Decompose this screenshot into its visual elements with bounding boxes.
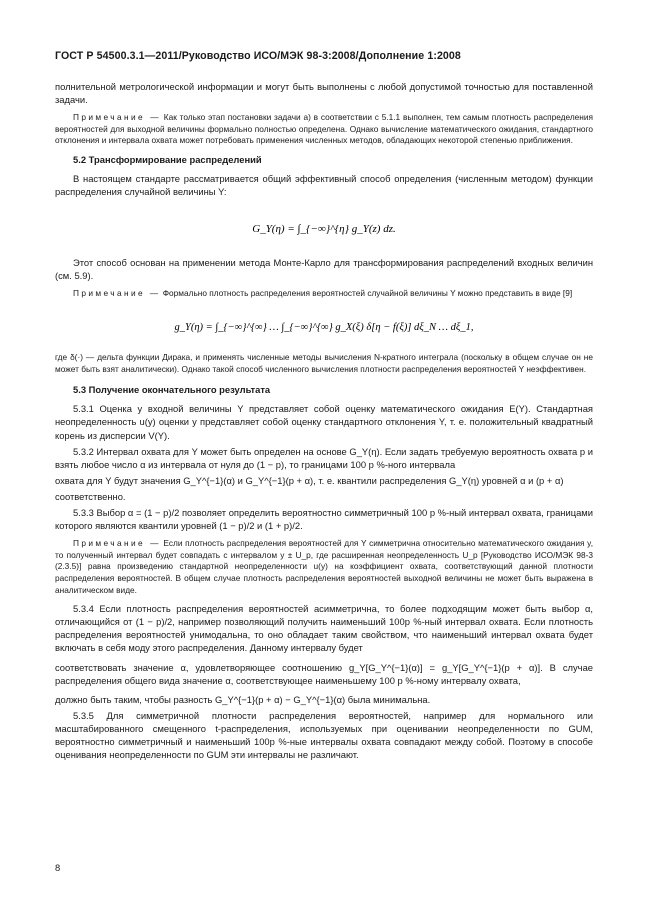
para-5-3-4-c: должно быть таким, чтобы разность G_Y^{−1}(p + α) − G_Y^{−1}(α) была минимальна. bbox=[55, 693, 431, 705]
note-2-continuation: где δ(·) — дельта функции Дирака, и применять численные методы вычисления N-кратного интеграла (поскольку в общем случае он не может быть взят аналитически). Однако такой способ численного вычисления плотности распределения вероятностей Y неэффективен. bbox=[55, 352, 593, 374]
para-5-3-3: 5.3.3 Выбор α = (1 − p)/2 позволяет определить вероятностно симметричный 100 p %-ный интервал охвата, границами которого являются квантили уровней (1 − p)/2 и (1 + p)/2. bbox=[55, 506, 593, 532]
section-5-2-heading: 5.2 Трансформирование распределений bbox=[73, 153, 262, 165]
page-number: 8 bbox=[55, 862, 61, 873]
formula-2-graphic bbox=[55, 306, 593, 346]
note-2 bbox=[55, 288, 593, 300]
para-5-3-2-b: охвата для Y будут значения G_Y^{−1}(α) и G_Y^{−1}(p + α), т. е. квантили распределения G_Y(η) уровней α и (p + α) bbox=[55, 474, 564, 486]
note-2-label: Примечание — bbox=[73, 288, 161, 299]
formula-1-text: G_Y(η) = ∫_{−∞}^{η} g_Y(z) dz. bbox=[252, 223, 396, 236]
page-content bbox=[55, 80, 593, 761]
intro-paragraph: полнительной метрологической информации и могут быть выполнены с любой допустимой точностью для поставленной задачи. bbox=[55, 81, 593, 106]
formula-1-graphic bbox=[55, 204, 593, 250]
para-5-3-2-c: соответственно. bbox=[55, 490, 126, 502]
note-1-label: Примечание — bbox=[73, 112, 161, 123]
para-5-3-1: 5.3.1 Оценка y входной величины Y представляет собой оценку математического ожидания E(Y). Стандартная неопределенность u(y) оценки y представляет собой оценку стандартного отклонения Y, т. е. положительный квадратный корень из дисперсии V(Y). bbox=[55, 403, 593, 441]
note-1-text: Как только этап постановки задачи а) в соответствии с 5.1.1 выполнен, тем самым плотность распределения вероятностей для выходной величины формально полностью определена. Однако вычисление математического ожидания, стандартного отклонения и интервала охвата может потребовать применения численных методов, обладающих некоторой степенью приближения. bbox=[55, 112, 593, 146]
section-5-2-paragraph-2: Этот способ основан на применении метода Монте-Карло для трансформирования распределений входных величин (см. 5.9). bbox=[55, 257, 593, 282]
page-header: ГОСТ Р 54500.3.1—2011/Руководство ИСО/МЭК 98-3:2008/Дополнение 1:2008 bbox=[55, 50, 461, 62]
section-5-3-heading: 5.3 Получение окончательного результата bbox=[73, 384, 271, 396]
para-5-3-5: 5.3.5 Для симметричной плотности распределения вероятностей, например для нормального или масштабированного смещенного t-распределения, используемых при оценивании неопределенности по GUM, вероятностно симметричный и наименьший 100p %-ные интервалы охвата совпадают между собой. Поэтому в способе оценивания неопределенности по GUM эти интервалы не различают. bbox=[55, 709, 593, 761]
note-1 bbox=[55, 112, 593, 147]
formula-2-text: g_Y(η) = ∫_{−∞}^{∞} … ∫_{−∞}^{∞} g_X(ξ) δ[η − f(ξ)] dξ_N … dξ_1, bbox=[174, 322, 474, 334]
note-3-text: Если плотность распределения вероятностей для Y симметрична относительно математического ожидания y, то полученный интервал будет совпадать с интервалом y ± U_p, где расширенная неопределенность U_p [Руководство ИСО/МЭК 98-3 (2.3.5)] равна произведению стандартной неопределенности u(y) на коэффициент охвата, соответствующий данной плотности распределения вероятностей. В общем случае плотность распределения вероятностей выходной величины не может быть выражена в аналитическом виде. bbox=[55, 538, 593, 595]
para-5-3-4-b: соответствовать значение α, удовлетворяющее соотношению g_Y[G_Y^{−1}(α)] = g_Y[G_Y^{−1}(p + α)]. В случае распределения общего вида значение α, соответствующее наименьшему 100 p %-ному интервалу охвата, bbox=[55, 661, 593, 686]
section-5-2-paragraph: В настоящем стандарте рассматривается общий эффективный способ определения (численным методом) функции распределения случайной величины Y: bbox=[55, 173, 593, 198]
formula-2 bbox=[55, 306, 593, 346]
note-3-label: Примечание — bbox=[73, 538, 161, 549]
formula-1 bbox=[55, 204, 593, 250]
note-3 bbox=[55, 538, 593, 596]
para-5-3-2-a: 5.3.2 Интервал охвата для Y может быть определен на основе G_Y(η). Если задать требуемую вероятность охвата p и взять любое число α из интервала от нуля до (1 − p), то границами 100 p %-ного интервала bbox=[55, 445, 593, 470]
para-5-3-4-a: 5.3.4 Если плотность распределения вероятностей асимметрична, то более подходящим может быть выбор α, отличающийся от (1 − p)/2, например позволяющий получить наименьший 100p %-ный интервал охвата. Если плотность распределения вероятностей унимодальна, то оно обладает таким свойством, что наименьший интервал охвата будет включать в себя моду этого распределения. Данному интервалу будет bbox=[55, 603, 593, 654]
note-2-text: Формально плотность распределения вероятностей случайной величины Y можно представить в виде [9] bbox=[160, 288, 573, 299]
